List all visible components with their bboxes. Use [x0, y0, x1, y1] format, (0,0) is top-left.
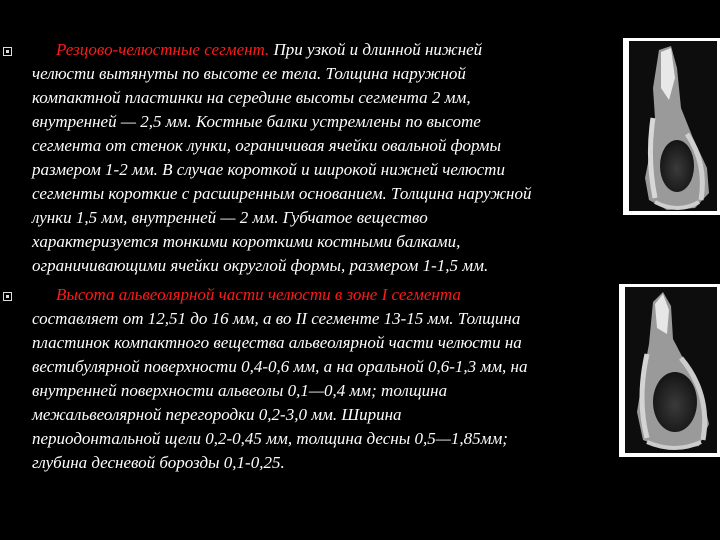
text-line: внутренней поверхности альвеолы 0,1—0,4 мм; толщина: [32, 381, 448, 400]
text-line: сегмента от стенок лунки, ограничивая ячейки овальной формы: [32, 136, 502, 155]
text-line: составляет от 12,51 до 16 мм, а во II сегменте 13-15 мм. Толщина: [32, 309, 521, 328]
text-line: вестибулярной поверхности 0,4-0,6 мм, а на оральной 0,6-1,3 мм, на: [32, 357, 528, 376]
text-line: сегменты короткие с расширенным основанием. Толщина наружной: [32, 184, 532, 203]
text-line: Резцово-челюстные сегмент. При узкой и длинной нижней: [56, 40, 483, 59]
xray-image-bottom: [619, 284, 720, 457]
highlight-heading: Высота альвеолярной части челюсти в зоне I сегмента: [56, 285, 461, 304]
text-line: размером 1-2 мм. В случае короткой и широкой нижней челюсти: [32, 160, 505, 179]
text-line: [56, 283, 461, 307]
text-line: лунки 1,5 мм, внутренней — 2 мм. Губчатое вещество: [32, 208, 428, 227]
bullet-icon: [3, 47, 12, 56]
text-line: межальвеолярной перегородки 0,2-3,0 мм. Ширина: [32, 405, 402, 424]
text-line: глубина десневой борозды 0,1-0,25.: [32, 453, 285, 472]
text-line: компактной пластинки на середине высоты сегмента 2 мм,: [32, 88, 471, 107]
highlight-heading: Резцово-челюстные сегмент.: [56, 40, 274, 59]
text-line: периодонтальной щели 0,2-0,45 мм, толщина десны 0,5—1,85мм;: [32, 429, 508, 448]
text-line: пластинок компактного вещества альвеолярной части челюсти на: [32, 333, 522, 352]
text-line: ограничивающими ячейки округлой формы, размером 1-1,5 мм.: [32, 256, 489, 275]
text-line: характеризуется тонкими короткими костными балками,: [32, 232, 461, 251]
bullet-icon: [3, 292, 12, 301]
text-line: внутренней — 2,5 мм. Костные балки устремлены по высоте: [32, 112, 481, 131]
text-line: челюсти вытянуты по высоте ее тела. Толщина наружной: [32, 64, 466, 83]
xray-image-top: [623, 38, 720, 215]
